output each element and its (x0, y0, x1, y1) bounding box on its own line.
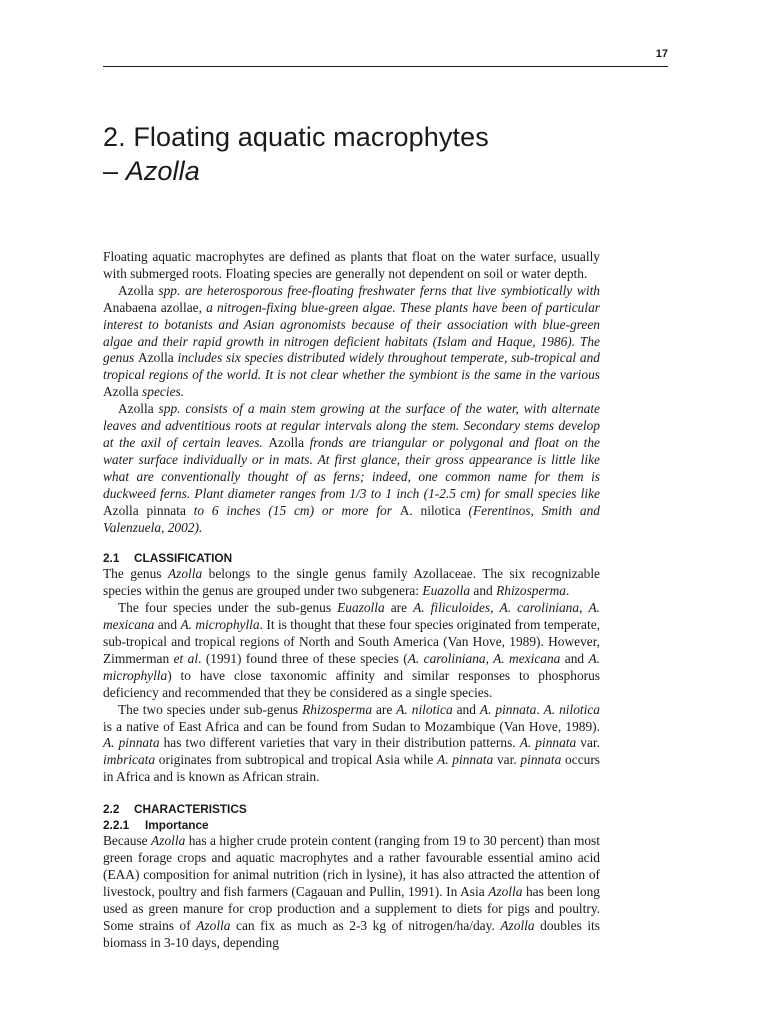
title-dash: – (103, 156, 126, 186)
title-genus: Azolla (125, 156, 200, 186)
italic-term: Rhizosperma (302, 701, 373, 717)
subsection-heading-importance (103, 817, 600, 833)
text-run: The two species under sub-genus (118, 701, 303, 717)
text-run: has a higher crude protein content (ranging from 19 to 30 percent) than most green forage crops and aquatic macrophytes and a rather favourable essential amino acid (EAA) composition for animal nutrition (rich in lysine), it has also attracted the attention of livestock, poultry and fish farmers (Cagauan and Pullin, 1991). In Asia (103, 833, 600, 899)
text-run: originates from subtropical and tropical Asia while (155, 752, 438, 768)
italic-term: A. pinnata (479, 701, 537, 717)
italic-term: Azolla (196, 917, 231, 933)
text-run: var. (493, 752, 521, 768)
italic-term: Azolla (500, 917, 535, 933)
text-run: Azolla (118, 401, 154, 417)
section-number: 2.2 (103, 802, 120, 817)
text-run: . (536, 701, 544, 717)
text-run: . (1991) found three of these species ( (198, 650, 408, 666)
text-run: The four species under the sub-genus (118, 600, 338, 616)
italic-term: species. (138, 384, 185, 400)
text-run: Azolla (103, 384, 139, 400)
text-run: , (490, 600, 500, 616)
text-run: are (372, 701, 397, 717)
text-run: Azolla (138, 350, 174, 366)
text-run: and (470, 583, 497, 599)
header-rule (103, 66, 668, 67)
text-run: , (579, 600, 589, 616)
chapter-title (103, 120, 623, 188)
classification-paragraph-3 (103, 702, 600, 787)
text-run: and (560, 650, 589, 666)
text-run: belongs to the single genus family Azollaceae. The six recognizable species within the genus are grouped under two subgenera: (103, 566, 600, 599)
italic-term: Euazolla (422, 583, 471, 599)
italic-term: includes six species distributed widely throughout temperate, sub-tropical and tropical regions of the world. It is not clear whether the symbiont is the same in the various (103, 350, 601, 383)
text-run: ) to have close taxonomic affinity and similar responses to phosphorus deficiency and recommended that they be considered as a single species. (103, 667, 600, 700)
text-run: The genus (103, 566, 168, 582)
text-run: Azolla (118, 282, 154, 298)
section-heading-classification (103, 550, 600, 566)
text-run: Azolla (268, 434, 305, 450)
italic-term: A. filiculoides (413, 600, 491, 616)
italic-term: Azolla (488, 883, 523, 899)
italic-term: A. caroliniana (499, 600, 580, 616)
chapter-title-line1: 2. Floating aquatic macrophytes (103, 122, 489, 152)
body-text (103, 249, 600, 952)
text-run: and (452, 701, 480, 717)
text-run: doubles its biomass in 3-10 days, depending (103, 917, 600, 950)
italic-term: A. caroliniana, A. mexicana (407, 650, 561, 666)
italic-term: A. nilotica (396, 701, 453, 717)
text-run: Because (103, 833, 152, 849)
intro-paragraph-2 (103, 283, 600, 401)
text-run: Anabaena azollae (103, 299, 199, 315)
italic-term: A. mexicana (103, 600, 600, 633)
text-run: . It is thought that these four species originated from temperate, sub-tropical and tropical regions of North and South America (Van Hove, 1989). However, Zimmerman (103, 617, 601, 666)
italic-term: fronds are triangular or polygonal and float on the water surface individually or in mats. At first glance, their gross appearance is little like what are conventionally thought of as ferns; indeed, one common name for them is duckweed ferns. Plant diameter ranges from 1/3 to 1 inch (1-2.5 cm) for small species like (103, 434, 601, 501)
subsection-number: 2.2.1 (103, 818, 130, 833)
text-run: is a native of East Africa and can be found from Sudan to Mozambique (Van Hove, 1989). (103, 718, 600, 734)
subsection-title: Importance (145, 818, 209, 833)
intro-paragraph-3 (103, 401, 600, 536)
italic-term: to 6 inches (15 cm) or more for (185, 502, 400, 518)
text-run: . (566, 583, 570, 599)
italic-term: Azolla (151, 833, 186, 849)
text-run: has two different varieties that vary in their distribution patterns. (159, 735, 520, 751)
italic-term: A. microphylla (103, 650, 601, 683)
text-run: and (154, 617, 181, 633)
italic-term: Rhizosperma (496, 583, 567, 599)
italic-term: A. pinnata (103, 735, 160, 751)
italic-term: A. pinnata (437, 752, 494, 768)
text-run: can fix as much as 2-3 kg of nitrogen/ha/day. (230, 917, 501, 933)
italic-term: imbricata (103, 752, 156, 768)
italic-term: , a nitrogen-fixing blue-green algae. These plants have been of particular interest to botanists and Asian agronomists because of their association with blue-green algae and their rapid growth in nitrogen deficient habitats (Islam and Haque, 1986). The genus (103, 299, 600, 366)
italic-term: Euazolla (337, 600, 385, 616)
text-run: has been long used as green manure for crop production and a supplement to diets for pigs and poultry. Some strains of (103, 883, 600, 933)
section-number: 2.1 (103, 551, 120, 566)
text-run: Azolla pinnata (103, 502, 186, 518)
text-run: are (384, 600, 414, 616)
page-number: 17 (655, 48, 668, 60)
chapter-title-line2 (103, 154, 623, 188)
section-heading-characteristics (103, 801, 600, 817)
italic-term: A. microphylla (180, 617, 260, 633)
italic-term: pinnata (520, 752, 562, 768)
classification-paragraph-1 (103, 566, 600, 600)
classification-paragraph-2 (103, 600, 600, 701)
italic-term: et al (173, 650, 199, 666)
text-run: var. (576, 735, 600, 751)
italic-term: Azolla (167, 566, 203, 582)
intro-paragraph-1: Floating aquatic macrophytes are defined as plants that float on the water surface, usually with submerged roots. Floating species are generally not dependent on soil or water depth. (103, 249, 600, 281)
importance-paragraph-1 (103, 833, 600, 951)
text-run: A. nilotica (399, 502, 461, 518)
italic-term: spp. are heterosporous free-floating freshwater ferns that live symbiotically with (153, 282, 600, 298)
italic-term: A. pinnata (519, 735, 577, 751)
italic-term: A. nilotica (543, 701, 600, 717)
section-title: CHARACTERISTICS (134, 802, 247, 817)
italic-term: (Ferentinos, Smith and Valenzuela, 2002). (103, 502, 600, 535)
text-run: occurs in Africa and is known as African strain. (103, 752, 601, 785)
section-title: CLASSIFICATION (134, 551, 233, 566)
italic-term: spp. consists of a main stem growing at the surface of the water, with alternate leaves and adventitious roots at regular intervals along the stem. Secondary stems develop at the axil of certain leaves. (103, 401, 600, 450)
